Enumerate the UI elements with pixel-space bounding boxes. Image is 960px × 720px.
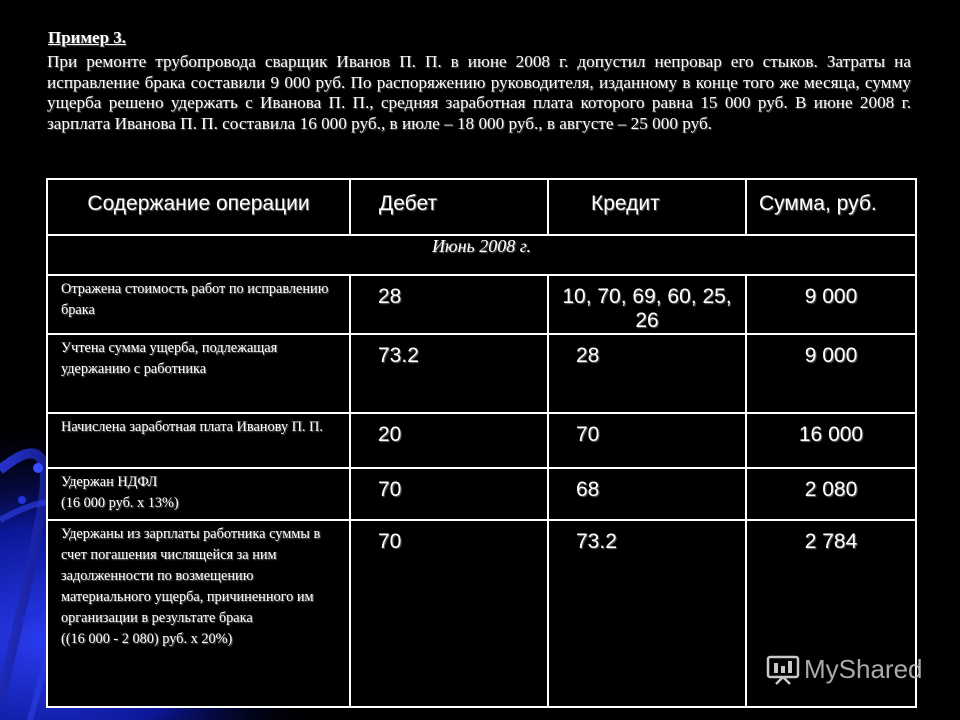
amount-cell: 9 000 (746, 275, 916, 334)
table-row (47, 468, 916, 520)
operation-title: Удержан НДФЛ (61, 474, 158, 490)
credit-cell: 68 (548, 468, 746, 520)
operation-title: Удержаны из зарплаты работника суммы в счет погашения числящейся за ним задолженности по возмещению материального ущерба, причиненного им организации в результате брака (61, 526, 321, 626)
operation-cell (47, 468, 350, 520)
table-row (47, 334, 916, 413)
table-row (47, 275, 916, 334)
amount-cell: 16 000 (746, 413, 916, 468)
debit-cell: 28 (350, 275, 548, 334)
debit-cell: 70 (350, 468, 548, 520)
month-row (47, 235, 916, 275)
header-amount: Сумма, руб. (746, 179, 916, 235)
watermark-text: MyShared (804, 654, 923, 684)
table-header-row (47, 179, 916, 235)
table-row (47, 413, 916, 468)
header-credit: Кредит (548, 179, 746, 235)
accounting-entries-table (46, 178, 917, 708)
operation-cell: Начислена заработная плата Иванову П. П. (47, 413, 350, 468)
operation-cell (47, 520, 350, 707)
debit-cell: 20 (350, 413, 548, 468)
amount-cell: 9 000 (746, 334, 916, 413)
header-debit: Дебет (350, 179, 548, 235)
operation-cell: Учтена сумма ущерба, подлежащая удержанию с работника (47, 334, 350, 413)
header-operation: Содержание операции (47, 179, 350, 235)
myshared-watermark (766, 654, 923, 685)
debit-cell: 70 (350, 520, 548, 707)
credit-cell: 10, 70, 69, 60, 25, 26 (548, 275, 746, 334)
month-label: Июнь 2008 г. (47, 235, 916, 275)
credit-cell: 28 (548, 334, 746, 413)
amount-cell: 2 784 (746, 520, 916, 707)
amount-cell: 2 080 (746, 468, 916, 520)
operation-calculation: (16 000 руб. х 13%) (61, 495, 179, 511)
operation-calculation: ((16 000 - 2 080) руб. х 20%) (61, 631, 233, 647)
presentation-screen-icon (766, 655, 800, 685)
problem-statement: При ремонте трубопровода сварщик Иванов П. П. в июне 2008 г. допустил непровар его стыков. Затраты на исправление брака составили 9 000 руб. По распоряжению руководителя, изданному в конце того же месяца, сумму ущерба решено удержать с Иванова П. П., средняя заработная плата которого равна 15 000 руб. В июне 2008 г. зарплата Иванова П. П. составила 16 000 руб., в июле – 18 000 руб., в августе – 25 000 руб. (47, 52, 911, 133)
credit-cell: 70 (548, 413, 746, 468)
example-heading: Пример 3. (48, 28, 127, 47)
debit-cell: 73.2 (350, 334, 548, 413)
operation-cell: Отражена стоимость работ по исправлению брака (47, 275, 350, 334)
credit-cell: 73.2 (548, 520, 746, 707)
